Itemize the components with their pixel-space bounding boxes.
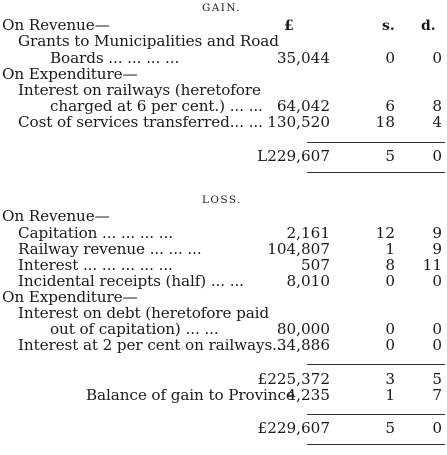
balance-label: Balance of gain to Province	[86, 386, 295, 404]
capitation-pence: 9	[432, 224, 442, 242]
debt-interest-shillings: 0	[385, 320, 395, 338]
balance-pence: 7	[432, 386, 442, 404]
railway-revenue-shillings: 1	[385, 240, 395, 258]
loss-subtotal-pence: 5	[432, 370, 442, 388]
gain-total-rule-bottom	[307, 172, 445, 173]
capitation-label: Capitation ... ... ... ...	[18, 224, 173, 242]
grants-label-line1: Grants to Municipalities and Road	[18, 32, 279, 50]
railway-interest-label-line1: Interest on railways (heretofore	[18, 81, 261, 99]
services-cost-label: Cost of services transferred... ...	[18, 113, 263, 131]
capitation-shillings: 12	[375, 224, 395, 242]
interest-shillings: 8	[385, 256, 395, 274]
services-cost-shillings: 18	[375, 113, 395, 131]
railway-interest-shillings: 6	[385, 97, 395, 115]
incidental-receipts-pence: 0	[432, 272, 442, 290]
gain-total-shillings: 5	[385, 147, 395, 165]
loss-total-pence: 0	[432, 419, 442, 437]
gain-total-pence: 0	[432, 147, 442, 165]
railway-interest-pounds: 64,042	[276, 97, 330, 115]
debt-interest-label-line2: out of capitation) ... ...	[50, 320, 219, 338]
railway-two-percent-label: Interest at 2 per cent on railways...	[18, 336, 287, 354]
loss-heading: LOSS.	[202, 194, 242, 206]
loss-total-shillings: 5	[385, 419, 395, 437]
gain-on-expenditure-label: On Expenditure—	[2, 65, 138, 83]
loss-total-rule-top	[307, 414, 445, 415]
gain-on-revenue-label: On Revenue—	[2, 16, 110, 34]
loss-on-revenue-label: On Revenue—	[2, 207, 110, 225]
services-cost-pence: 4	[432, 113, 442, 131]
gain-total-pounds: L229,607	[257, 147, 330, 165]
loss-subtotal-shillings: 3	[385, 370, 395, 388]
grants-pounds: 35,044	[276, 49, 330, 67]
services-cost-pounds: 130,520	[267, 113, 330, 131]
incidental-receipts-shillings: 0	[385, 272, 395, 290]
balance-pounds: 4,235	[286, 386, 330, 404]
railway-two-percent-pounds: 34,886	[276, 336, 330, 354]
interest-label: Interest ... ... ... ... ...	[18, 256, 173, 274]
debt-interest-label-line1: Interest on debt (heretofore paid	[18, 304, 270, 322]
railway-revenue-pounds: 104,807	[267, 240, 330, 258]
loss-total-pounds: £229,607	[257, 419, 330, 437]
loss-total-rule-bottom	[307, 444, 445, 445]
railway-interest-pence: 8	[432, 97, 442, 115]
loss-subtotal-rule	[307, 364, 445, 365]
incidental-receipts-pounds: 8,010	[286, 272, 330, 290]
loss-on-expenditure-label: On Expenditure—	[2, 288, 138, 306]
grants-shillings: 0	[385, 49, 395, 67]
grants-pence: 0	[432, 49, 442, 67]
loss-subtotal-pounds: £225,372	[257, 370, 330, 388]
debt-interest-pounds: 80,000	[276, 320, 330, 338]
pounds-column-header: £	[284, 18, 294, 34]
gain-heading: GAIN.	[202, 2, 241, 14]
pence-column-header: d.	[421, 18, 436, 34]
interest-pounds: 507	[301, 256, 330, 274]
gain-total-rule-top	[307, 142, 445, 143]
incidental-receipts-label: Incidental receipts (half) ... ...	[18, 272, 244, 290]
interest-pence: 11	[422, 256, 442, 274]
debt-interest-pence: 0	[432, 320, 442, 338]
railway-interest-label-line2: charged at 6 per cent.) ... ...	[50, 97, 263, 115]
railway-revenue-label: Railway revenue ... ... ...	[18, 240, 202, 258]
capitation-pounds: 2,161	[286, 224, 330, 242]
railway-two-percent-shillings: 0	[385, 336, 395, 354]
grants-label-line2: Boards ... ... ... ...	[50, 49, 180, 67]
balance-shillings: 1	[385, 386, 395, 404]
railway-two-percent-pence: 0	[432, 336, 442, 354]
shillings-column-header: s.	[382, 18, 395, 34]
railway-revenue-pence: 9	[432, 240, 442, 258]
